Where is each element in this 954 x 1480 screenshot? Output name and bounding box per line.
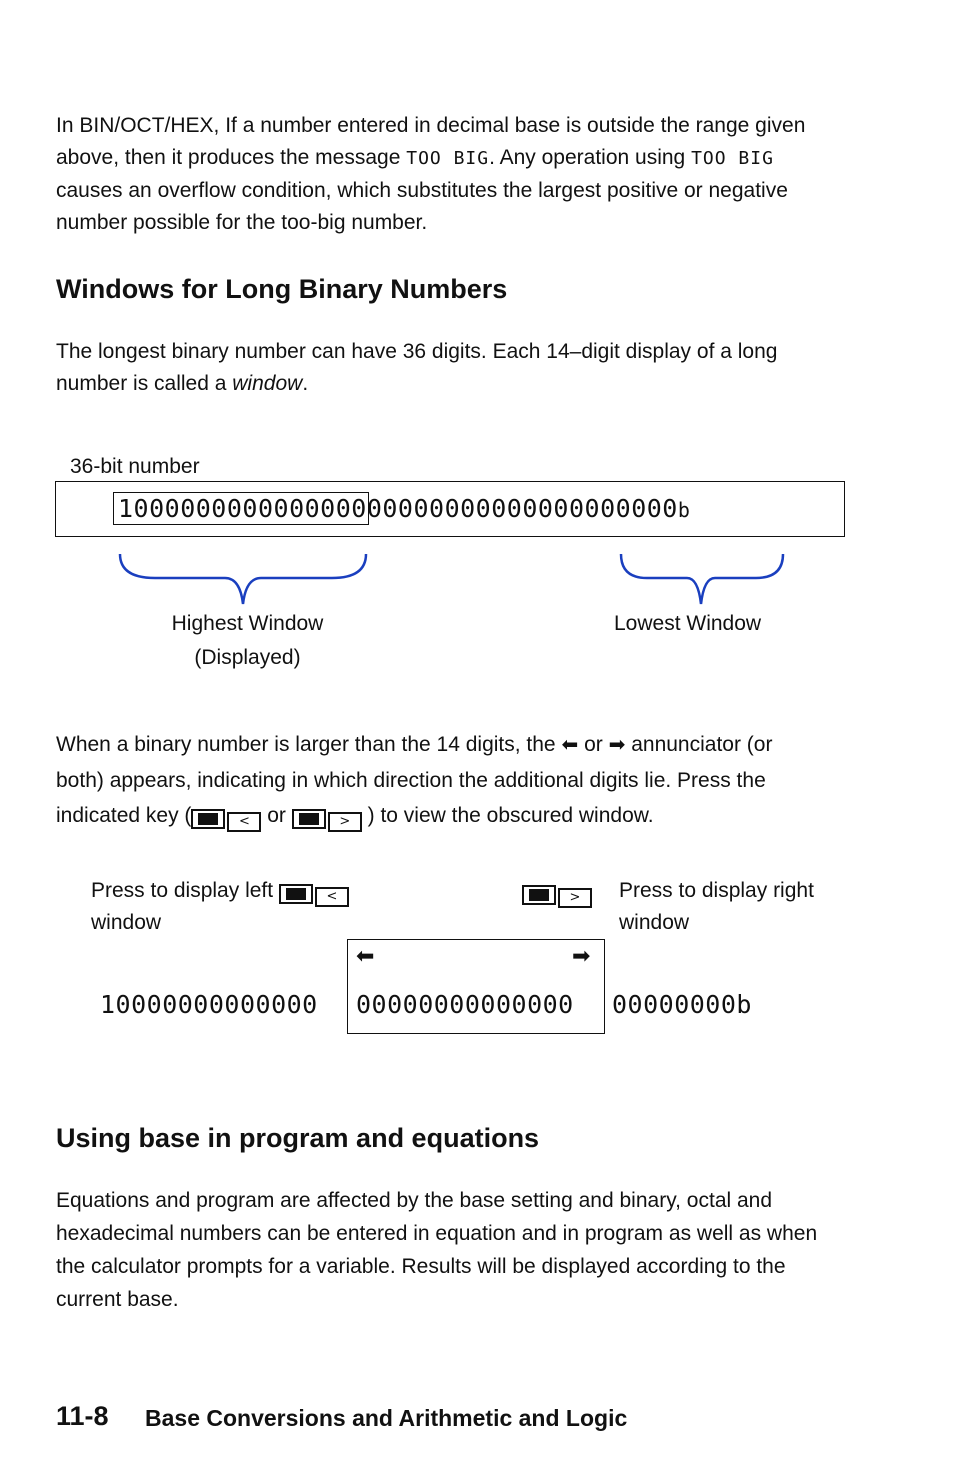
- italic-window: window: [232, 372, 303, 395]
- brace-highest-window: [110, 550, 380, 610]
- brace-lowest-window: [612, 550, 792, 610]
- too-big-message: TOO BIG: [691, 148, 774, 169]
- section-heading-windows: Windows for Long Binary Numbers: [56, 274, 508, 304]
- left-arrow-annunciator-icon: ⬅: [356, 943, 375, 968]
- windows-paragraph: The longest binary number can have 36 digits. Each 14–digit display of a long number is called a window.: [56, 340, 778, 395]
- highest-window-caption: Highest Window (Displayed): [171, 612, 324, 669]
- chapter-title: Base Conversions and Arithmetic and Logic: [145, 1405, 628, 1431]
- right-arrow-annunciator-icon: ➡: [572, 943, 591, 968]
- calculator-display-window: [347, 939, 605, 1034]
- annunciator-paragraph: When a binary number is larger than the 14 digits, the ⬅ or ➡ annunciator (or both) appears, indicating in which direction the additional digits lie. Press the indicated key ( < or > ) to view the obscured window.: [56, 727, 856, 833]
- shift-key-icon: [522, 885, 556, 905]
- intro-line-3: causes an overflow condition, which substitutes the largest positive or negative: [56, 179, 788, 202]
- right-key-icon: >: [558, 888, 592, 908]
- too-big-message: TOO BIG: [406, 148, 490, 169]
- shift-key-icon: [292, 809, 326, 829]
- shift-key-icon: [191, 809, 225, 829]
- left-key-icon: <: [315, 887, 349, 907]
- right-arrow-annunciator-icon: ➡: [608, 734, 626, 756]
- binary-36-bit-number: 100000000000000000000000000000000000b: [118, 494, 691, 523]
- lowest-window-caption: Lowest Window: [614, 612, 762, 635]
- intro-line-4: number possible for the too-big number.: [56, 211, 428, 234]
- using-base-paragraph: Equations and program are affected by the base setting and binary, octal and hexadecimal numbers can be entered in equation and in program as well as when the calculator prompts for a variable. Results will be displayed according to the current base.: [56, 1189, 818, 1311]
- left-arrow-annunciator-icon: ⬅: [561, 734, 579, 756]
- intro-paragraph: [56, 110, 856, 239]
- right-key-icon: >: [328, 812, 362, 832]
- press-left-caption: Press to display left < window: [91, 875, 349, 939]
- right-keys-diagram: [522, 885, 592, 908]
- digits-right-window: 00000000b: [612, 990, 752, 1019]
- intro-line-2: above, then it produces the message TOO BIG. Any operation using TOO BIG: [56, 146, 774, 169]
- diagram-label-36bit: 36-bit number: [70, 455, 200, 478]
- page-number: 11-8: [56, 1401, 109, 1431]
- left-key-icon: <: [227, 812, 261, 832]
- shift-key-icon: [279, 884, 313, 904]
- intro-line-1: In BIN/OCT/HEX, If a number entered in decimal base is outside the range given: [56, 114, 806, 137]
- press-right-caption: Press to display right window: [619, 879, 814, 934]
- digits-left-window: 10000000000000: [100, 990, 318, 1019]
- digits-displayed-window: 00000000000000: [356, 990, 574, 1019]
- section-heading-using-base: Using base in program and equations: [56, 1123, 540, 1153]
